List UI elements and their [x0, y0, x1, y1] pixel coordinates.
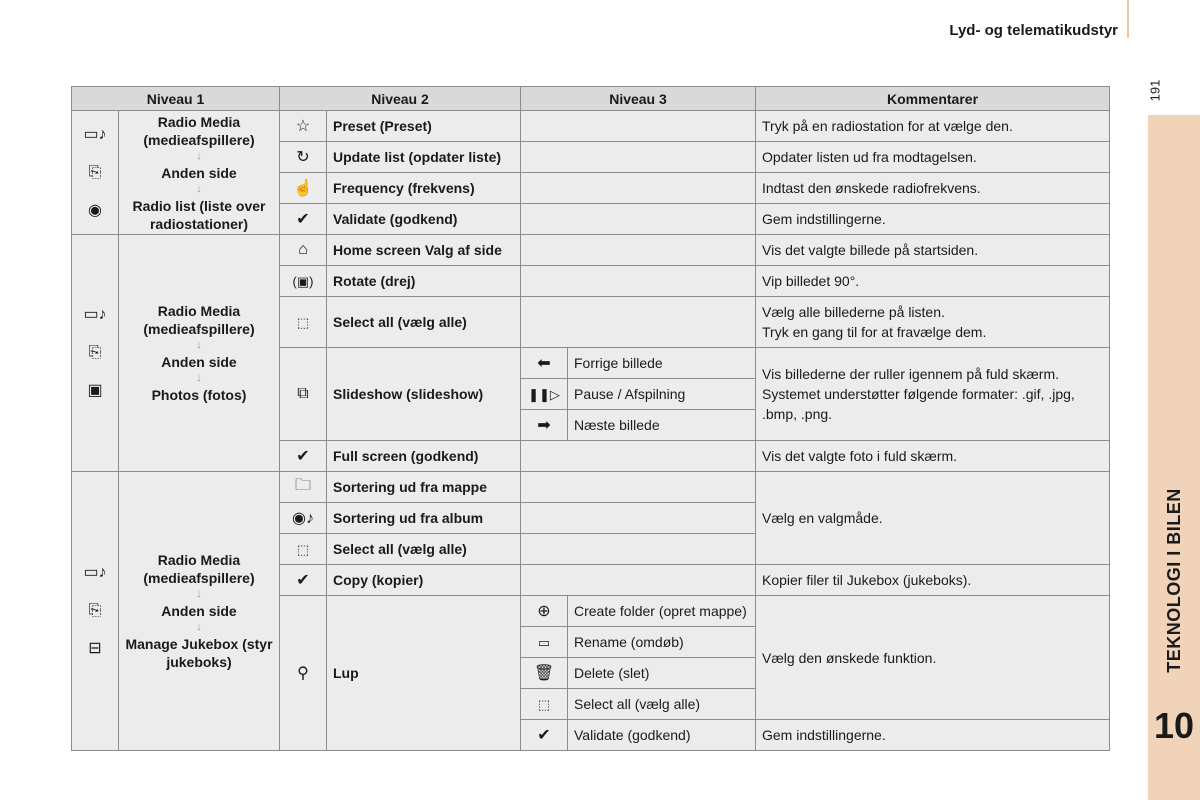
- comment-frequency: Indtast den ønskede radiofrekvens.: [756, 173, 1110, 204]
- page-number-text: 191: [1147, 79, 1163, 101]
- level3-empty: [521, 173, 756, 204]
- down-arrow-icon: ↓: [196, 372, 202, 384]
- level3-empty: [521, 235, 756, 266]
- level2-lup: Lup: [327, 596, 521, 751]
- down-arrow-icon: ↓: [196, 182, 202, 195]
- media-icon: ▭♪: [83, 125, 107, 143]
- comment-validate: Gem indstillingerne.: [756, 204, 1110, 235]
- select-all-icon: ⬚: [280, 534, 327, 565]
- level1-radio-media: Radio Media (medieafspillere): [143, 113, 255, 148]
- check-icon: ✔: [280, 441, 327, 472]
- comment-preset: Tryk på en radiostation for at vælge den.: [756, 111, 1110, 142]
- group3-icons: [72, 472, 119, 751]
- page-icon: ⎘: [88, 602, 102, 619]
- level1-radio-list: Radio list (liste over radiostationer): [132, 197, 266, 232]
- comment-sort: Vælg en valgmåde.: [756, 472, 1110, 565]
- group1-icons: [72, 111, 119, 235]
- level3-empty: [521, 503, 756, 534]
- level1-manage-jukebox: Manage Jukebox (styr jukeboks): [125, 636, 273, 670]
- album-sort-icon: ◉♪: [280, 503, 327, 534]
- level3-select-all: Select all (vælg alle): [568, 689, 756, 720]
- slideshow-icon: ⧉: [280, 348, 327, 441]
- jukebox-icon: ⊟: [88, 640, 102, 657]
- select-all-icon: ⬚: [280, 297, 327, 348]
- level2-select-all: Select all (vælg alle): [327, 534, 521, 565]
- level3-empty: [521, 297, 756, 348]
- comment-copy: Kopier filer til Jukebox (jukeboks).: [756, 565, 1110, 596]
- page-icon: ⎘: [88, 163, 102, 181]
- folder-sort-icon: 🗀: [280, 472, 327, 503]
- chapter-number: 10: [1153, 705, 1195, 746]
- select-all-icon: ⬚: [521, 689, 568, 720]
- level2-full-screen: Full screen (godkend): [327, 441, 521, 472]
- photos-icon: ▣: [87, 382, 103, 399]
- level2-frequency: Frequency (frekvens): [327, 173, 521, 204]
- group1-level1: [119, 111, 280, 235]
- level3-create-folder: Create folder (opret mappe): [568, 596, 756, 627]
- level3-empty: [521, 266, 756, 297]
- refresh-icon: ↻: [280, 142, 327, 173]
- level2-preset: Preset (Preset): [327, 111, 521, 142]
- level3-empty: [521, 441, 756, 472]
- level1-anden-side: Anden side: [161, 354, 237, 370]
- level3-validate: Validate (godkend): [568, 720, 756, 751]
- radio-list-icon: ◉: [88, 201, 102, 219]
- trash-icon: 🗑: [521, 658, 568, 689]
- menu-table: [71, 86, 1110, 751]
- level2-select-all: Select all (vælg alle): [327, 297, 521, 348]
- down-arrow-icon: ↓: [196, 621, 202, 633]
- level3-rename: Rename (omdøb): [568, 627, 756, 658]
- level3-empty: [521, 472, 756, 503]
- level2-sort-album: Sortering ud fra album: [327, 503, 521, 534]
- comment-select-all: [756, 297, 1110, 348]
- header-rule: [1127, 0, 1129, 38]
- level3-empty: [521, 204, 756, 235]
- level2-copy: Copy (kopier): [327, 565, 521, 596]
- comment-validate-lup: Gem indstillingerne.: [756, 720, 1110, 751]
- level3-pause: Pause / Afspilning: [568, 379, 756, 410]
- level1-photos: Photos (fotos): [151, 387, 247, 403]
- level1-radio-media: Radio Media (medieafspillere): [143, 303, 255, 337]
- chapter-label-text: TEKNOLOGI I BILEN: [1163, 487, 1184, 673]
- comment-lup: Vælg den ønskede funktion.: [756, 596, 1110, 720]
- level3-empty: [521, 111, 756, 142]
- level3-empty: [521, 534, 756, 565]
- check-icon: ✔: [280, 204, 327, 235]
- table-row: [72, 235, 1110, 266]
- level1-anden-side: Anden side: [161, 603, 237, 619]
- level2-update-list: Update list (opdater liste): [327, 142, 521, 173]
- preset-icon: ☆: [280, 111, 327, 142]
- comment-select-all-line2: Tryk en gang til for at fravælge dem.: [762, 324, 987, 340]
- level2-slideshow: Slideshow (slideshow): [327, 348, 521, 441]
- magnifier-icon: ⚲: [280, 596, 327, 751]
- header-niveau-2: Niveau 2: [280, 87, 521, 111]
- media-icon: ▭♪: [83, 306, 107, 323]
- media-icon: ▭♪: [83, 564, 107, 581]
- check-icon: ✔: [521, 720, 568, 751]
- level2-validate: Validate (godkend): [327, 204, 521, 235]
- down-arrow-icon: ↓: [196, 149, 202, 162]
- comment-slideshow: Vis billederne der ruller igennem på fuld skærm. Systemet understøtter følgende formater: .gif, .jpg, .bmp, .png.: [756, 348, 1110, 441]
- pause-play-icon: ❚❚▷: [521, 379, 568, 410]
- comment-full-screen: Vis det valgte foto i fuld skærm.: [756, 441, 1110, 472]
- down-arrow-icon: ↓: [196, 339, 202, 351]
- table-header-row: [72, 87, 1110, 111]
- page-number: [1140, 70, 1170, 110]
- level1-radio-media: Radio Media (medieafspillere): [143, 552, 255, 586]
- chapter-label: [1148, 460, 1200, 700]
- comment-rotate: Vip billedet 90°.: [756, 266, 1110, 297]
- comment-home-screen: Vis det valgte billede på startsiden.: [756, 235, 1110, 266]
- level2-home-screen: Home screen Valg af side: [327, 235, 521, 266]
- group2-icons: [72, 235, 119, 472]
- level2-rotate: Rotate (drej): [327, 266, 521, 297]
- arrow-right-icon: ➡: [521, 410, 568, 441]
- level3-naeste: Næste billede: [568, 410, 756, 441]
- level3-empty: [521, 565, 756, 596]
- header-niveau-3: Niveau 3: [521, 87, 756, 111]
- rename-icon: ▭: [521, 627, 568, 658]
- level1-anden-side: Anden side: [161, 164, 237, 181]
- running-header: Lyd- og telematikudstyr: [949, 22, 1118, 39]
- header-kommentarer: Kommentarer: [756, 87, 1110, 111]
- create-folder-icon: ⊕: [521, 596, 568, 627]
- level2-sort-folder: Sortering ud fra mappe: [327, 472, 521, 503]
- table-row: [72, 111, 1110, 142]
- check-icon: ✔: [280, 565, 327, 596]
- table-row: [72, 472, 1110, 503]
- level3-empty: [521, 142, 756, 173]
- down-arrow-icon: ↓: [196, 588, 202, 600]
- header-niveau-1: Niveau 1: [72, 87, 280, 111]
- home-screen-icon: ⌂: [280, 235, 327, 266]
- page-icon: ⎘: [88, 344, 102, 361]
- frequency-icon: ☝: [280, 173, 327, 204]
- level3-delete: Delete (slet): [568, 658, 756, 689]
- level3-forrige: Forrige billede: [568, 348, 756, 379]
- group3-level1: [119, 472, 280, 751]
- group2-level1: [119, 235, 280, 472]
- rotate-icon: (▣): [280, 266, 327, 297]
- arrow-left-icon: ⬅: [521, 348, 568, 379]
- comment-update-list: Opdater listen ud fra modtagelsen.: [756, 142, 1110, 173]
- comment-select-all-line1: Vælg alle billederne på listen.: [762, 304, 945, 320]
